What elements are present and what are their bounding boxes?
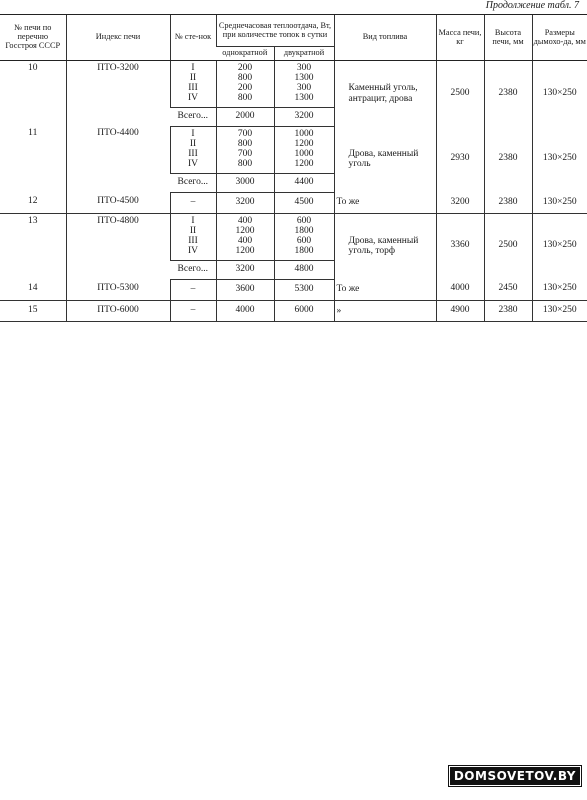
cell-walls bbox=[170, 61, 216, 108]
header-once: однократной bbox=[216, 47, 274, 61]
cell-walls-line: II bbox=[189, 73, 197, 83]
cell-once-line: 400 bbox=[237, 215, 253, 226]
cell-flue: 130×250 bbox=[532, 192, 587, 213]
cell-once-line: 700 bbox=[237, 128, 253, 139]
cell-walls bbox=[170, 126, 216, 173]
cell-index: ПТО-4800 bbox=[66, 213, 170, 279]
stoves-table bbox=[0, 14, 587, 322]
cell-fuel: Дрова, каменный уголь, торф bbox=[334, 213, 436, 279]
cell-twice-line: 1300 bbox=[294, 93, 314, 103]
cell-index: ПТО-4400 bbox=[66, 126, 170, 192]
header-walls: № сте-нок bbox=[170, 15, 216, 61]
cell-fuel: Каменный уголь, антрацит, дрова bbox=[334, 61, 436, 127]
cell-once-line: 1200 bbox=[235, 245, 255, 256]
cell-total-label: Всего... bbox=[170, 260, 216, 279]
cell-walls-line: I bbox=[191, 215, 195, 226]
cell-flue: 130×250 bbox=[532, 61, 587, 127]
cell-num: 15 bbox=[0, 300, 66, 321]
cell-walls-line: IV bbox=[187, 245, 199, 256]
cell-twice-line: 1800 bbox=[294, 245, 314, 256]
cell-twice-line: 300 bbox=[296, 63, 312, 73]
cell-once-line: 800 bbox=[237, 73, 253, 83]
cell-index: ПТО-4500 bbox=[66, 192, 170, 213]
cell-once-line: 800 bbox=[237, 93, 253, 103]
cell-height: 2380 bbox=[484, 61, 532, 127]
cell-num: 11 bbox=[28, 128, 38, 139]
cell-once: 3200 bbox=[216, 192, 274, 213]
cell-walls: – bbox=[170, 300, 216, 321]
cell-fuel: » bbox=[334, 300, 436, 321]
cell-twice-line: 1300 bbox=[294, 73, 314, 83]
header-flue: Размеры дымохо-да, мм bbox=[532, 15, 587, 61]
cell-flue: 130×250 bbox=[532, 279, 587, 300]
cell-mass: 3360 bbox=[436, 213, 484, 279]
cell-fuel: То же bbox=[334, 279, 436, 300]
cell-once-line: 200 bbox=[237, 83, 253, 93]
cell-walls-line: II bbox=[189, 138, 197, 149]
header-twice: двукратной bbox=[274, 47, 334, 61]
cell-index: ПТО-3200 bbox=[66, 61, 170, 127]
cell-num: 13 bbox=[28, 215, 38, 226]
cell-once: 4000 bbox=[216, 300, 274, 321]
cell-twice bbox=[274, 126, 334, 173]
table-row bbox=[0, 213, 587, 260]
cell-walls-line: III bbox=[188, 235, 198, 246]
cell-flue: 130×250 bbox=[532, 126, 587, 192]
table-body bbox=[0, 61, 587, 322]
cell-mass: 2500 bbox=[436, 61, 484, 127]
cell-fuel: То же bbox=[334, 192, 436, 213]
cell-total-twice: 4800 bbox=[274, 260, 334, 279]
cell-total-once: 2000 bbox=[216, 108, 274, 127]
cell-twice bbox=[274, 61, 334, 108]
cell-walls-line: I bbox=[191, 63, 195, 73]
cell-twice: 4500 bbox=[274, 192, 334, 213]
header-height: Высота печи, мм bbox=[484, 15, 532, 61]
cell-height: 2450 bbox=[484, 279, 532, 300]
cell-twice-line: 1000 bbox=[294, 128, 314, 139]
table-row bbox=[0, 279, 587, 300]
cell-walls-line: I bbox=[191, 128, 195, 139]
cell-index: ПТО-5300 bbox=[66, 279, 170, 300]
cell-twice-line: 1200 bbox=[294, 158, 314, 169]
cell-twice-line: 1800 bbox=[294, 225, 314, 236]
cell-walls-line: III bbox=[188, 83, 198, 93]
cell-once-line: 200 bbox=[237, 63, 253, 73]
cell-mass: 3200 bbox=[436, 192, 484, 213]
header-heat: Среднечасовая теплоотдача, Вт, при количестве топок в сутки bbox=[216, 15, 334, 47]
cell-total-twice: 3200 bbox=[274, 108, 334, 127]
cell-num: 14 bbox=[0, 279, 66, 300]
cell-mass: 4900 bbox=[436, 300, 484, 321]
cell-once-line: 800 bbox=[237, 158, 253, 169]
cell-twice-line: 600 bbox=[296, 235, 312, 246]
cell-total-twice: 4400 bbox=[274, 173, 334, 192]
table-caption: Продолжение табл. 7 bbox=[485, 0, 579, 11]
cell-once: 3600 bbox=[216, 279, 274, 300]
cell-once bbox=[216, 61, 274, 108]
cell-height: 2500 bbox=[484, 213, 532, 279]
cell-height: 2380 bbox=[484, 300, 532, 321]
header-index: Индекс печи bbox=[66, 15, 170, 61]
cell-twice: 5300 bbox=[274, 279, 334, 300]
cell-once bbox=[216, 126, 274, 173]
cell-once bbox=[216, 213, 274, 260]
header-fuel: Вид топлива bbox=[334, 15, 436, 61]
cell-walls-line: IV bbox=[187, 93, 199, 103]
cell-walls-line: IV bbox=[187, 158, 199, 169]
cell-flue: 130×250 bbox=[532, 213, 587, 279]
cell-num: 10 bbox=[28, 63, 38, 73]
cell-height: 2380 bbox=[484, 192, 532, 213]
cell-num: 12 bbox=[0, 192, 66, 213]
table-row bbox=[0, 192, 587, 213]
cell-total-once: 3000 bbox=[216, 173, 274, 192]
table-container bbox=[0, 14, 587, 322]
cell-total-label: Всего... bbox=[170, 173, 216, 192]
cell-twice-line: 300 bbox=[296, 83, 312, 93]
cell-total-label: Всего... bbox=[170, 108, 216, 127]
table-row bbox=[0, 300, 587, 321]
cell-walls bbox=[170, 213, 216, 260]
cell-walls-line: II bbox=[189, 225, 197, 236]
cell-flue: 130×250 bbox=[532, 300, 587, 321]
cell-twice bbox=[274, 213, 334, 260]
cell-twice-line: 1200 bbox=[294, 138, 314, 149]
cell-once-line: 800 bbox=[237, 138, 253, 149]
header-num: № печи по перечню Госстроя СССР bbox=[0, 15, 66, 61]
cell-once-line: 700 bbox=[237, 148, 253, 159]
cell-walls: – bbox=[170, 279, 216, 300]
cell-walls-line: III bbox=[188, 148, 198, 159]
cell-twice-line: 600 bbox=[296, 215, 312, 226]
cell-height: 2380 bbox=[484, 126, 532, 192]
cell-once-line: 400 bbox=[237, 235, 253, 246]
cell-fuel: Дрова, каменный уголь bbox=[334, 126, 436, 192]
cell-twice: 6000 bbox=[274, 300, 334, 321]
watermark-logo: DOMSOVETOV.BY bbox=[449, 766, 581, 786]
table-row bbox=[0, 126, 587, 173]
cell-index: ПТО-6000 bbox=[66, 300, 170, 321]
cell-mass: 4000 bbox=[436, 279, 484, 300]
cell-once-line: 1200 bbox=[235, 225, 255, 236]
header-mass: Масса печи, кг bbox=[436, 15, 484, 61]
table-row bbox=[0, 61, 587, 108]
cell-mass: 2930 bbox=[436, 126, 484, 192]
cell-walls: – bbox=[170, 192, 216, 213]
cell-total-once: 3200 bbox=[216, 260, 274, 279]
cell-twice-line: 1000 bbox=[294, 148, 314, 159]
